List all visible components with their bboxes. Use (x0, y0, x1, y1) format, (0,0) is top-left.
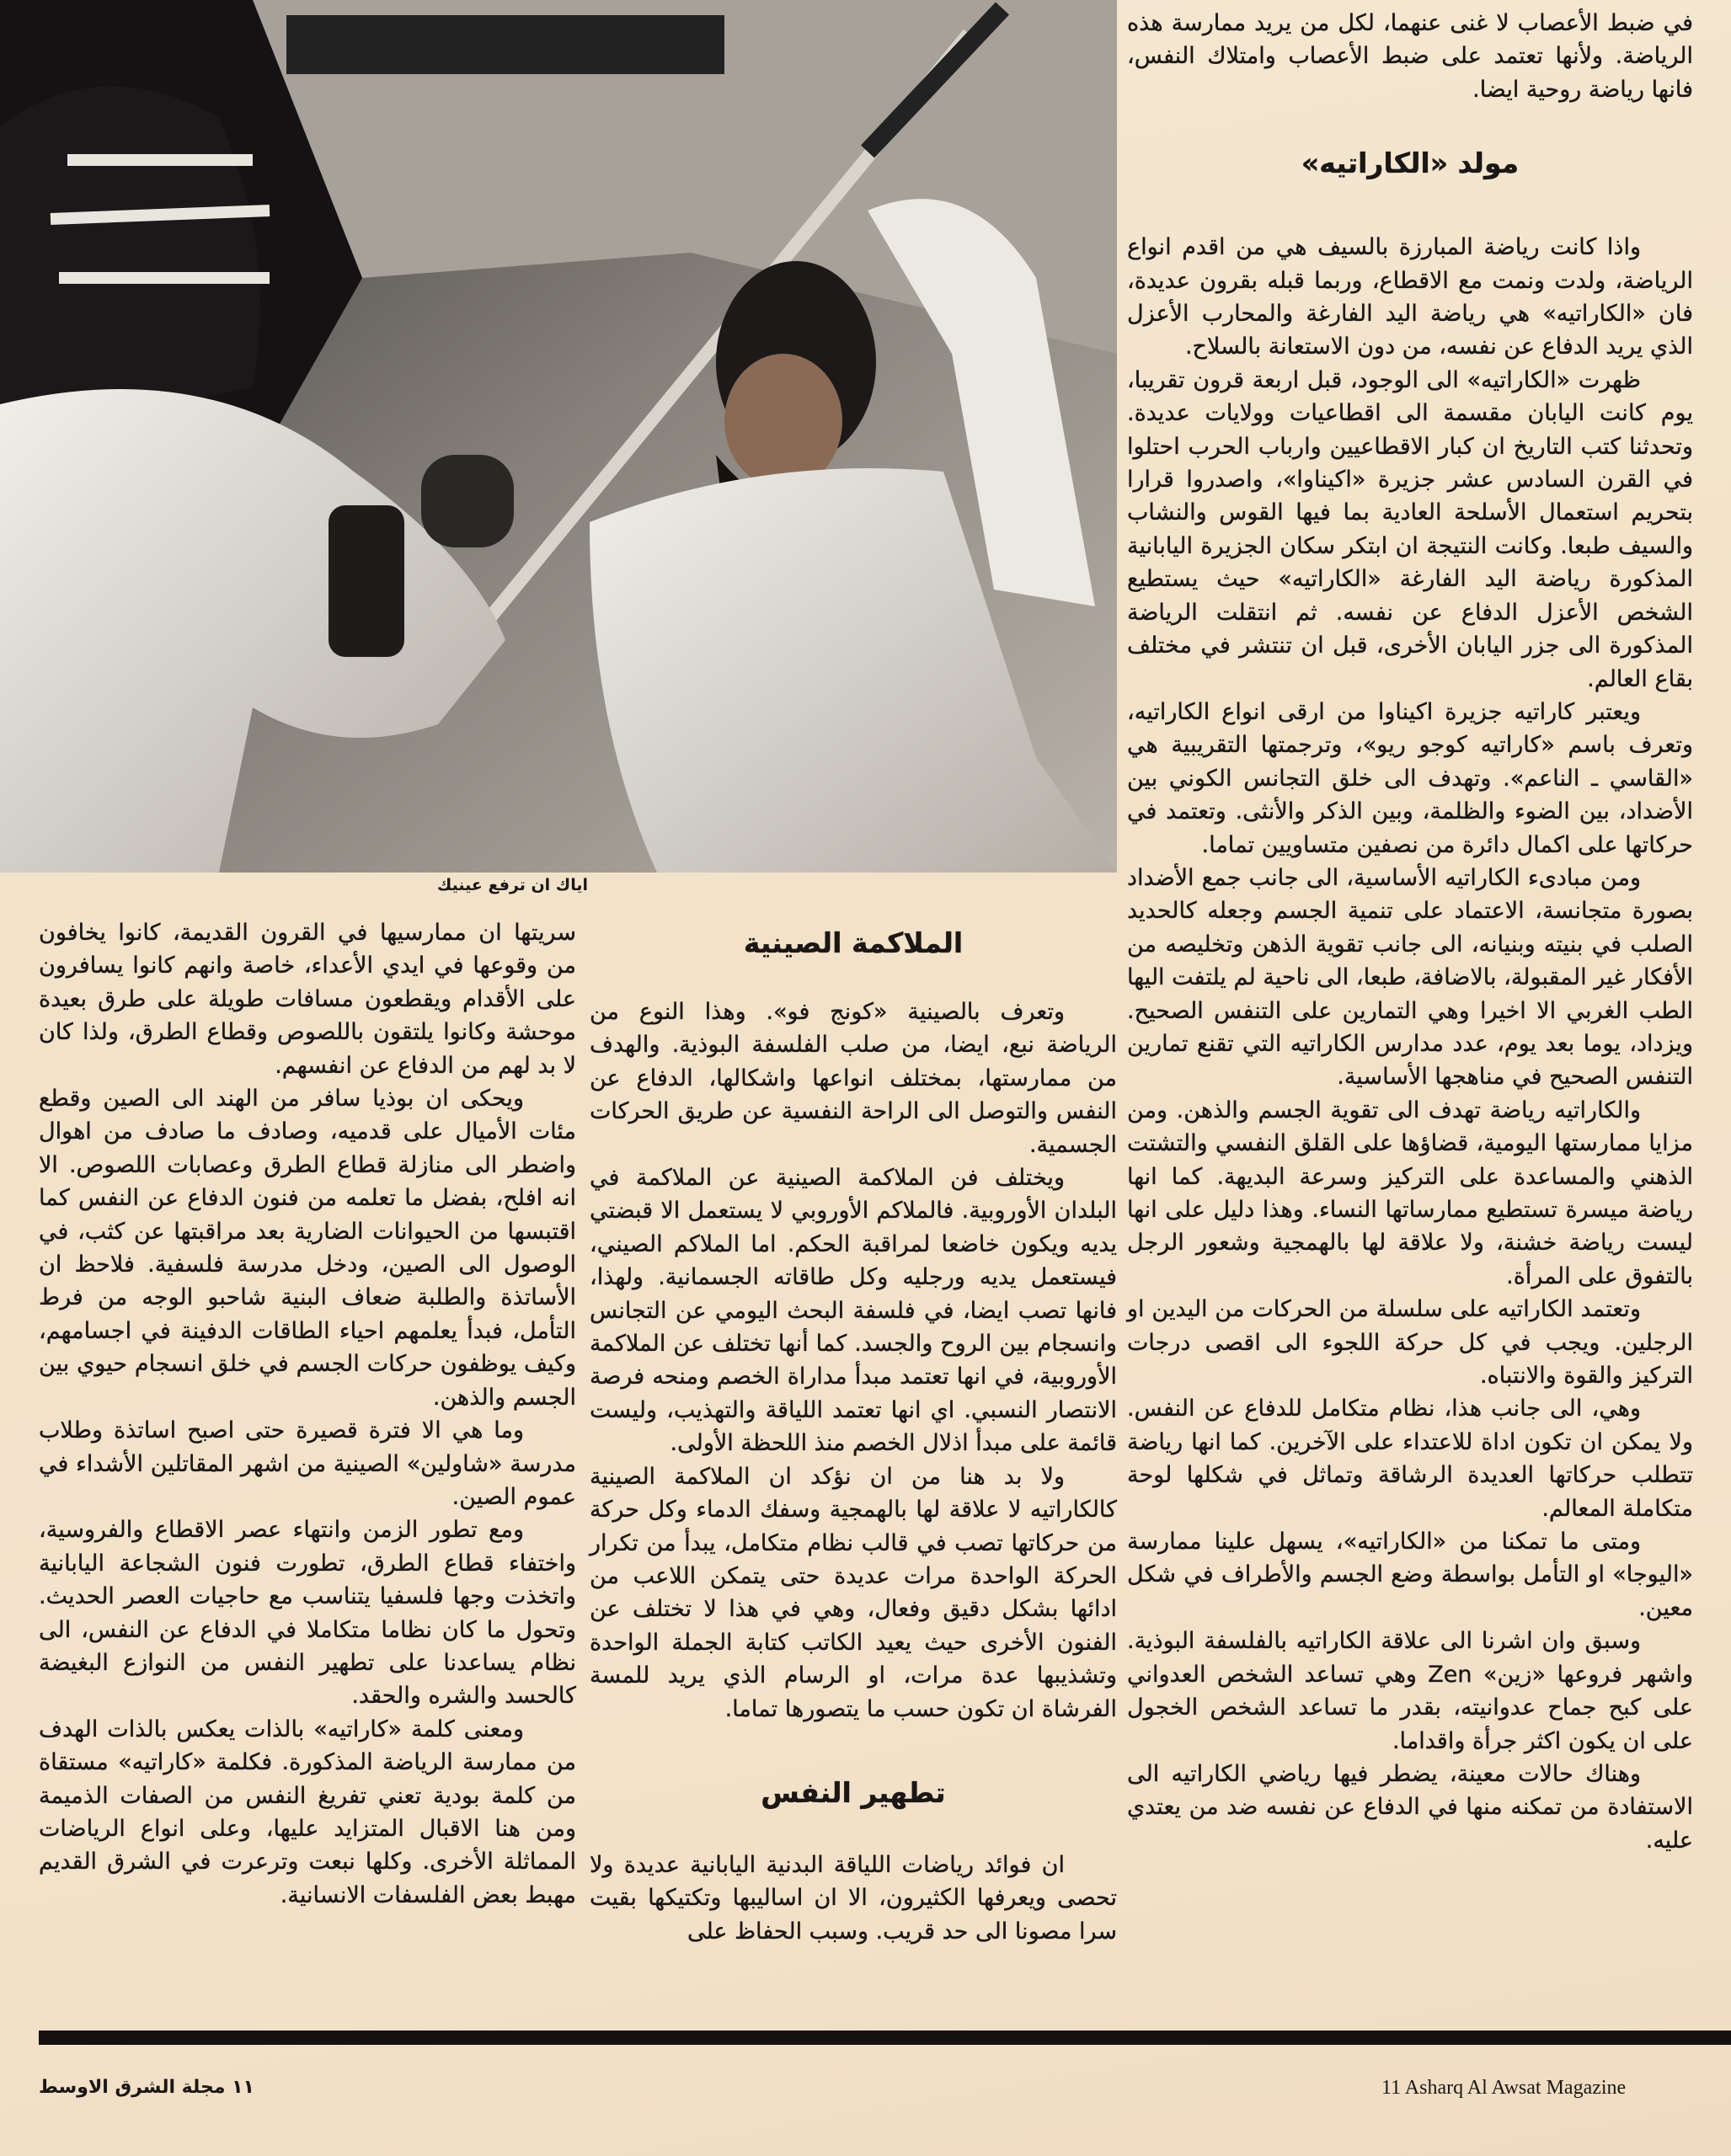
paragraph: وتعتمد الكاراتيه على سلسلة من الحركات من اليدين او الرجلين. ويجب في كل حركة اللجوء الى اقصى درجات التركيز والقوة والانتباه. (1127, 1296, 1693, 1390)
left-column (39, 916, 576, 1912)
paragraph: وهي، الى جانب هذا، نظام متكامل للدفاع عن النفس. ولا يمكن ان تكون اداة للاعتداء على الآخرين. كما انها رياضة تتطلب حركاتها العديدة الرشاقة وتماثل في شكلها لوحة متكاملة المعالم. (1127, 1396, 1693, 1522)
section-heading: تطهير النفس (761, 1775, 946, 1809)
paragraph: وما هي الا فترة قصيرة حتى اصبح اساتذة وطلاب مدرسة «شاولين» الصينية من اشهر المقاتلين الأشداء في عموم الصين. (39, 1417, 576, 1510)
section-heading: الملاكمة الصينية (743, 926, 964, 959)
paragraph: ومع تطور الزمن وانتهاء عصر الاقطاع والفروسية، واختفاء قطاع الطرق، تطورت فنون الشجاعة اليابانية واتخذت وجها فلسفيا يتناسب مع حاجيات العصر الحديث. وتحول ما كان نظاما متكاملا في الدفاع عن النفس، الى نظام يساعدنا على تطهير النفس من النوازع البغيضة كالحسد والشره والحقد. (39, 1517, 576, 1710)
paragraph: ويختلف فن الملاكمة الصينية عن الملاكمة في البلدان الأوروبية. فالملاكم الأوروبي لا يستعمل الا قبضتي يديه ويكون خاضعا لمراقبة الحكم. اما الملاكم الصيني، فيستعمل يديه ورجليه وكل طاقاته الجسمانية. ولهذا، فانها تصب ايضا، في فلسفة البحث اليومي عن التجانس وانسجام بين الروح والجسد. كما أنها تختلف عن الملاكمة الأوروبية، في انها تعتمد مبدأ مداراة الخصم ومنحه فرصة الانتصار النسبي. اي انها تعتمد اللياقة والتهذيب، وليست قائمة على مبدأ اذلال الخصم منذ اللحظة الأولى. (590, 1165, 1117, 1457)
paragraph: ولا بد هنا من ان نؤكد ان الملاكمة الصينية كالكاراتيه لا علاقة لها بالهمجية وسفك الدماء وكل حركة من حركاتها تصب في قالب نظام متكامل، يبدأ من تكرار الحركة الواحدة مرات عديدة حتى يتمكن اللاعب من ادائها بشكل دقيق وفعال، وهي في هذا لا تختلف عن الفنون الأخرى حيث يعيد الكاتب كتابة الجملة الواحدة وتشذيبها عدة مرات، او الرسام الذي يريد للمسة الفرشاة ان تكون حسب ما يتصورها تماما. (590, 1463, 1117, 1722)
paragraph: وتعرف بالصينية «كونج فو». وهذا النوع من الرياضة نبع، ايضا، من صلب الفلسفة البوذية. والهدف من ممارستها، بمختلف انواعها واشكالها، الدفاع عن النفس والتوصل الى الراحة النفسية عن طريق الحركات الجسمية. (590, 999, 1117, 1158)
middle-column (590, 925, 1117, 1948)
section-heading: مولد «الكاراتيه» (1301, 147, 1520, 180)
footer-page-label-english: 11 Asharq Al Awsat Magazine (1381, 2077, 1627, 2099)
paragraph: ان فوائد رياضات اللياقة البدنية اليابانية عديدة ولا تحصى ويعرفها الكثيرون، الا ان اساليبها وتكتيكها بقيت سرا مصونا الى حد قريب. وسبب الحفاظ على (590, 1851, 1117, 1945)
article-photo (0, 0, 1117, 873)
paragraph: ومعنى كلمة «كاراتيه» بالذات يعكس بالذات الهدف من ممارسة الرياضة المذكورة. فكلمة «كاراتيه» مستقاة من كلمة بودية تعني تفريغ النفس من الصفات الذميمة ومن هنا الاقبال المتزايد عليها، وعلى انواع الرياضات المماثلة الأخرى. وكلها نبعت وترعرت في الشرق القديم مهبط بعض الفلسفات الانسانية. (39, 1716, 576, 1908)
paragraph: ويعتبر كاراتيه جزيرة اكيناوا من ارقى انواع الكاراتيه، وتعرف باسم «كاراتيه كوجو ريو»، وترجمتها التقريبية هي «القاسي ـ الناعم». وتهدف الى خلق التجانس الكوني بين الأضداد، بين الضوء والظلمة، وبين الذكر والأنثى. وتعتمد في حركاتها على اكمال دائرة من نصفين متساويين تماما. (1127, 698, 1693, 858)
paragraph: ويحكى ان بوذيا سافر من الهند الى الصين وقطع مئات الأميال على قدميه، وصادف ما صادف من اهوال واضطر الى منازلة قطاع الطرق وعصابات اللصوص. الا انه افلح، بفضل ما تعلمه من فنون الدفاع عن النفس كما اقتبسها من الحيوانات الضارية بعد مراقبتها عن كثب، في الوصول الى الصين، ودخل مدرسة فلسفية. فلاحظ ان الأساتذة والطلبة ضعاف البنية شاحبو الوجه من فرط التأمل، فبدأ يعلمهم احياء الطاقات الدفينة في اجسامهم، وكيف يوظفون حركات الجسم في خلق انسجام حيوي بين الجسم والذهن. (39, 1086, 576, 1411)
paragraph: ظهرت «الكاراتيه» الى الوجود، قبل اربعة قرون تقريبا، يوم كانت اليابان مقسمة الى اقطاعيات وولايات عديدة. وتحدثنا كتب التاريخ ان كبار الاقطاعيين وارباب الحرب احتلوا في القرن السادس عشر جزيرة «اكيناوا»، واصدروا قرارا بتحريم استعمال الأسلحة العادية بما فيها القوس والنشاب والسيف طبعا. وكانت النتيجة ان ابتكر سكان الجزيرة اليابانية المذكورة رياضة اليد الفارغة «الكاراتيه» حيث يستطيع الشخص الأعزل الدفاع عن نفسه. ثم انتقلت الرياضة المذكورة الى جزر اليابان الأخرى، قبل ان تنتشر في مختلف بقاع العالم. (1127, 366, 1693, 692)
martial-arts-photo (0, 0, 1117, 873)
paragraph: ومن مبادىء الكاراتيه الأساسية، الى جانب جمع الأضداد بصورة متجانسة، الاعتماد على تنمية الجسم وجعله كالحديد الصلب في بنيته وبنيانه، الى جانب تقوية الذهن وتخليصه من الأفكار غير المقبولة، بالاضافة، طبعا، الى ناحية لم يلتفت اليها الطب الغربي الا اخيرا وهي التمارين على التنفس الصحيح. ويزداد، يوما بعد يوم، عدد مدارس الكاراتيه التي تقنع تمارين التنفس الصحيح في مناهجها الأساسية. (1127, 864, 1693, 1091)
paragraph: وسبق وان اشرنا الى علاقة الكاراتيه بالفلسفة البوذية. واشهر فروعها «زين» Zen وهي تساعد الشخص العدواني على كبح جماح عدوانيته، بقدر ما تساعد الشخص الخجول على ان يكون اكثر جرأة واقداما. (1127, 1628, 1693, 1754)
paragraph: سريتها ان ممارسيها في القرون القديمة، كانوا يخافون من وقوعها في ايدي الأعداء، خاصة وانهم كانوا يسافرون على الأقدام ويقطعون مسافات طويلة على طرق بعيدة موحشة وكانوا يلتقون باللصوص وقطاع الطرق، ولذا كان لا بد لهم من الدفاع عن انفسهم. (39, 920, 576, 1079)
footer-rule (39, 2031, 1731, 2045)
paragraph: في ضبط الأعصاب لا غنى عنهما، لكل من يريد ممارسة هذه الرياضة. ولأنها تعتمد على ضبط الأعصاب وامتلاك النفس، فانها رياضة روحية ايضا. (1127, 10, 1693, 103)
paragraph: وهناك حالات معينة، يضطر فيها رياضي الكاراتيه الى الاستفادة من تمكنه منها في الدفاع عن نفسه ضد من يعتدي عليه. (1127, 1760, 1693, 1854)
footer-page-label-arabic: ١١ مجلة الشرق الاوسط (39, 2077, 254, 2098)
paragraph: ومتى ما تمكنا من «الكاراتيه»، يسهل علينا ممارسة «اليوجا» او التأمل بواسطة وضع الجسم والأطراف في شكل معين. (1127, 1529, 1693, 1621)
paragraph: واذا كانت رياضة المبارزة بالسيف هي من اقدم انواع الرياضة، ولدت ونمت مع الاقطاع، وربما قبله بقرون عديدة، فان «الكاراتيه» هي رياضة اليد الفارغة والمحارب الأعزل الذي يريد الدفاع عن نفسه، من دون الاستعانة بالسلاح. (1127, 234, 1693, 360)
photo-caption: اياك ان ترفع عينيك (436, 876, 588, 894)
right-column (1127, 7, 1693, 1857)
paragraph: والكاراتيه رياضة تهدف الى تقوية الجسم والذهن. ومن مزايا ممارستها اليومية، قضاؤها على القلق النفسي والتشتت الذهني والمساعدة على التركيز وسرعة البديهة. كما انها رياضة ميسرة تستطيع ممارساتها النساء. وهذا دليل على انها ليست رياضة خشنة، ولا علاقة لها بالهمجية وشعور الرجل بالتفوق على المرأة. (1127, 1097, 1693, 1289)
